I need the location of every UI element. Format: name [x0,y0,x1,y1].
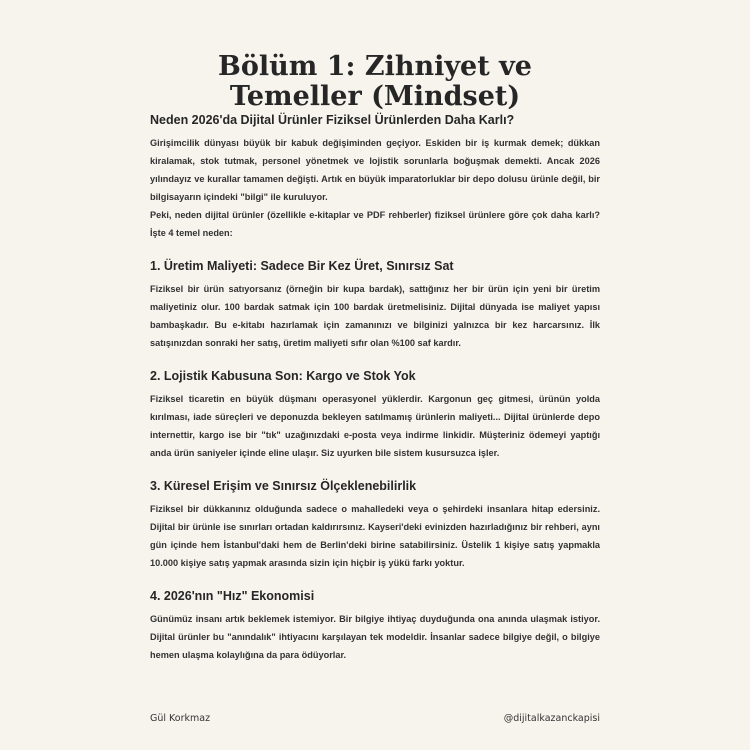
section-body: Fiziksel bir dükkanınız olduğunda sadece o mahalledeki veya o şehirdeki insanlara hitap edersiniz. Dijital bir ürünle ise sınırları ortadan kaldırırsınız. Kayseri'deki evinizden hazırladığınız bir rehberi, aynı gün içinde hem İstanbul'daki hem de Berlin'deki birine satabilirsiniz. Üstelik 1 kişiye satış yapmakla 10.000 kişiye satış yapmak arasında sizin için hiçbir iş yükü farkı yoktur. [150,504,600,568]
section-global-reach [150,478,600,572]
section-speed-economy [150,588,600,664]
document-body [150,112,600,680]
intro-paragraph-2: Peki, neden dijital ürünler (özellikle e-kitaplar ve PDF rehberler) fiziksel ürünlere göre çok daha karlı? İşte 4 temel neden: [150,210,600,238]
section-body: Fiziksel bir ürün satıyorsanız (örneğin bir kupa bardak), sattığınız her bir ürün için yeni bir üretim maliyetiniz olur. 100 bardak satmak için 100 bardak üretmelisiniz. Dijital dünyada ise maliyet yapısı bambaşkadır. Bu e-kitabı hazırlamak için zamanınızı ve bilginizi yalnızca bir kez harcarsınız. İlk satışınızdan sonraki her satış, üretim maliyeti sıfır olan %100 saf kardır. [150,284,600,348]
footer-author: Gül Korkmaz [150,713,211,724]
footer-handle: @dijitalkazanckapisi [503,713,600,724]
section-body: Fiziksel ticaretin en büyük düşmanı operasyonel yüklerdir. Kargonun geç gitmesi, ürünün yolda kırılması, iade süreçleri ve deponuzda bekleyen satılmamış ürünlerin maliyeti... Dijital ürünlerde depo internettir, kargo ise bir "tık" uzağınızdaki e-posta veya indirme linkidir. Müşteriniz ödemeyi yaptığı anda ürün saniyeler içinde eline ulaşır. Siz uyurken bile sistem kusursuzca işler. [150,394,600,458]
intro-section [150,112,600,242]
section-body: Günümüz insanı artık beklemek istemiyor. Bir bilgiye ihtiyaç duyduğunda ona anında ulaşmak istiyor. Dijital ürünler bu "anındalık" ihtiyacını karşılayan tek modeldir. İnsanlar sadece bilgiye değil, o bilgiye hemen ulaşma kolaylığına da para ödüyorlar. [150,614,600,660]
section-heading: 3. Küresel Erişim ve Sınırsız Ölçeklenebilirlik [150,479,417,493]
intro-heading: Neden 2026'da Dijital Ürünler Fiziksel Ürünlerden Daha Karlı? [150,113,515,127]
title-line-2: Temeller (Mindset) [229,81,521,113]
section-heading: 1. Üretim Maliyeti: Sadece Bir Kez Üret, Sınırsız Sat [150,259,454,273]
title-line-1: Bölüm 1: Zihniyet ve [218,51,532,83]
section-production-cost [150,258,600,352]
section-logistics [150,368,600,462]
section-heading: 4. 2026'nın "Hız" Ekonomisi [150,589,315,603]
intro-paragraph-1: Girişimcilik dünyası büyük bir kabuk değişiminden geçiyor. Eskiden bir iş kurmak demek; dükkan kiralamak, stok tutmak, personel yönetmek ve lojistik sorunlarla boğuşmak demekti. Ancak 2026 yılındayız ve kurallar tamamen değişti. Artık en büyük imparatorluklar bir depo dolusu ürünle değil, bir bilgisayarın içindeki "bilgi" ile kuruluyor. [150,138,600,202]
section-heading: 2. Lojistik Kabusuna Son: Kargo ve Stok Yok [150,369,416,383]
page-title [0,52,750,112]
